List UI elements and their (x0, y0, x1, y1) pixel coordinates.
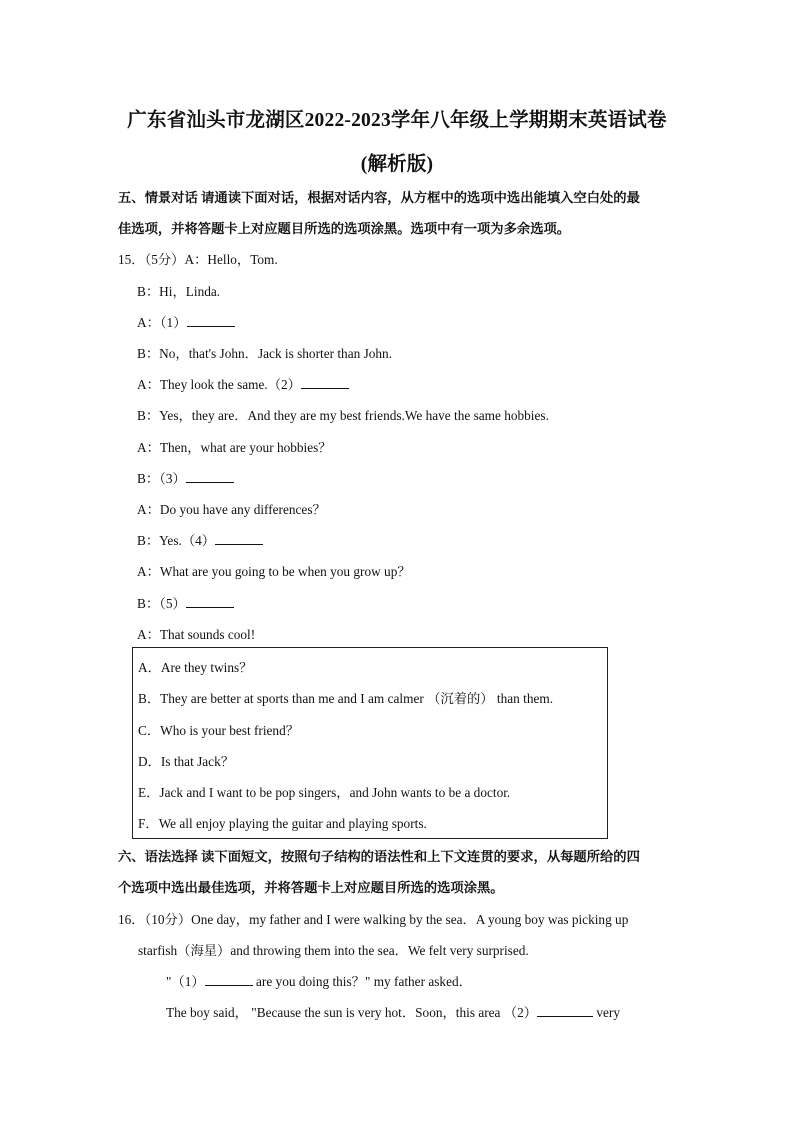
answer-blank (537, 1015, 593, 1017)
passage-line: "（1） are you doing this？" my father asked． (166, 974, 472, 989)
answer-blank (205, 984, 253, 986)
passage-line: starfish（海星）and throwing them into the sea．We felt very surprised. (138, 943, 529, 958)
answer-blank (186, 481, 234, 483)
passage-line: 16．（10分）One day，my father and I were walking by the sea．A young boy was picking up (118, 912, 629, 927)
dialog-line: B：Yes.（4） (137, 530, 263, 549)
section6-instruction-line2: 个选项中选出最佳选项，并将答题卡上对应题目所选的选项涂黑。 (118, 880, 504, 895)
option-f: F．We all enjoy playing the guitar and playing sports. (138, 816, 427, 831)
page-subtitle: (解析版) (360, 154, 434, 175)
option-d: D．Is that Jack？ (138, 754, 235, 769)
page-title: 广东省汕头市龙湖区2022-2023学年八年级上学期期末英语试卷 (127, 110, 667, 131)
dialog-line: A：Do you have any differences？ (137, 502, 326, 517)
dialog-line: A：That sounds cool! (137, 627, 256, 642)
dialog-line: B：Hi，Linda. (137, 284, 221, 299)
question15-head: 15．（5分）A：Hello，Tom. (118, 252, 278, 267)
option-c: C．Who is your best friend？ (138, 723, 300, 738)
dialog-line: B：No，that's John．Jack is shorter than John. (137, 346, 393, 361)
dialog-line: A：They look the same.（2） (137, 374, 349, 393)
dialog-line: B：（3） (137, 468, 234, 487)
answer-blank (215, 543, 263, 545)
dialog-line: A：（1） (137, 312, 235, 331)
dialog-line: B：（5） (137, 593, 234, 612)
answer-blank (187, 325, 235, 327)
answer-blank (186, 606, 234, 608)
option-b: B．They are better at sports than me and I am calmer （沉着的） than them. (138, 691, 554, 706)
section5-instruction-line1: 五、情景对话 请通读下面对话，根据对话内容，从方框中的选项中选出能填入空白处的最 (118, 190, 640, 205)
dialog-line: B：Yes，they are．And they are my best friends.We have the same hobbies. (137, 408, 549, 423)
passage-line: The boy said， "Because the sun is very hot．Soon，this area （2） very (166, 1005, 620, 1020)
dialog-line: A：What are you going to be when you grow up？ (137, 564, 411, 579)
option-e: E．Jack and I want to be pop singers，and John wants to be a doctor. (138, 785, 511, 800)
section5-instruction-line2: 佳选项，并将答题卡上对应题目所选的选项涂黑。选项中有一项为多余选项。 (118, 221, 571, 236)
answer-blank (301, 387, 349, 389)
section6-instruction-line1: 六、语法选择 读下面短文，按照句子结构的语法性和上下文连贯的要求，从每题所给的四 (118, 849, 640, 864)
option-a: A．Are they twins？ (138, 660, 253, 675)
dialog-line: A：Then，what are your hobbies？ (137, 440, 332, 455)
